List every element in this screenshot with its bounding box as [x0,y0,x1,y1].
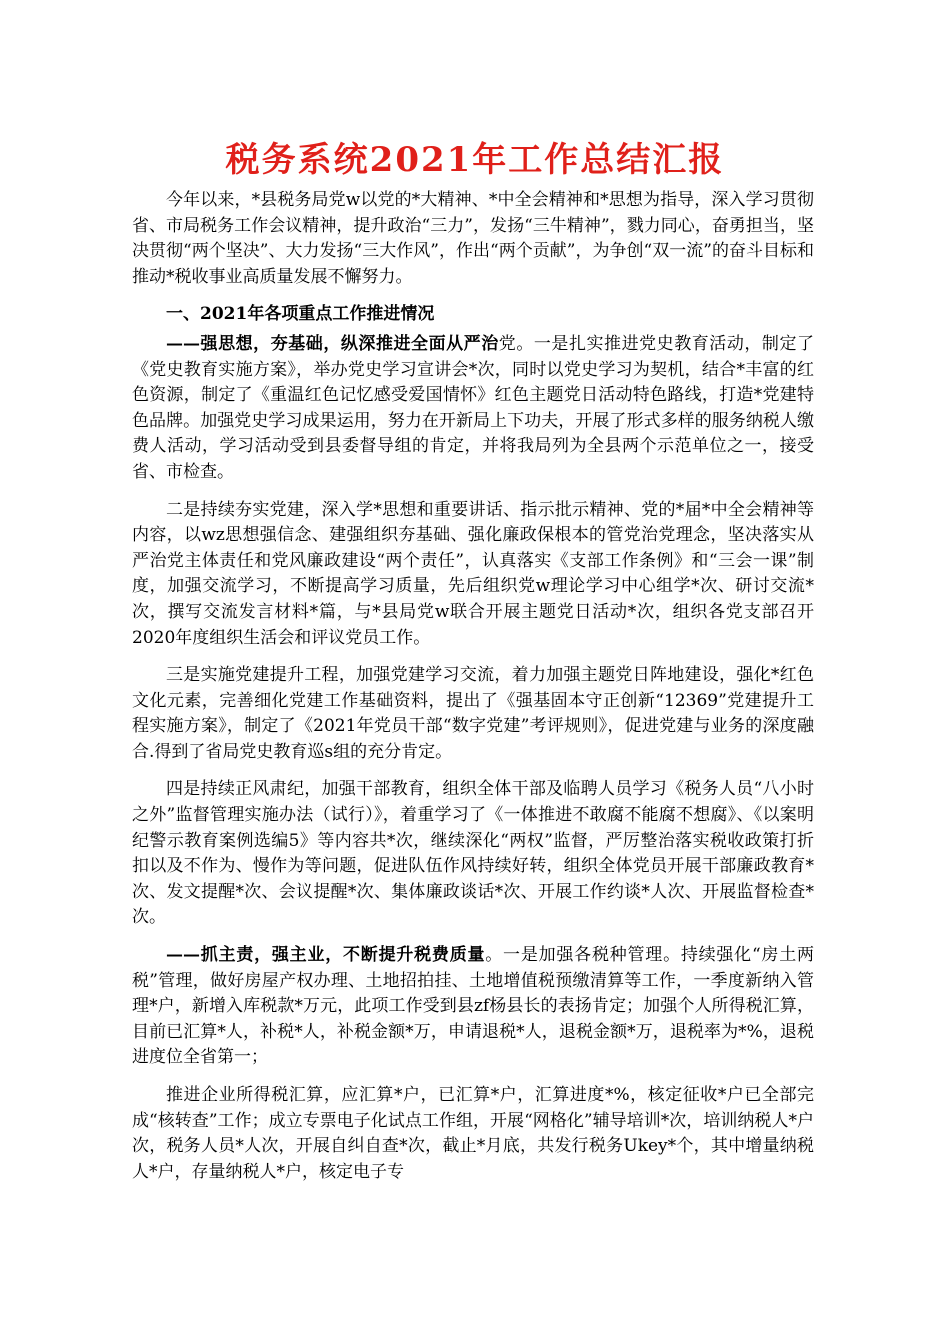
section-heading: 一、2021年各项重点工作推进情况 [166,304,435,325]
document-title: 税务系统2021年工作总结汇报 [225,140,725,180]
paragraph-5 [132,943,814,1071]
paragraph-3: 三是实施党建提升工程，加强党建学习交流，着力加强主题党日阵地建设，强化*红色文化元素，完善细化党建工作基础资料，提出了《强基固本守正创新“12369”党建提升工程实施方案》，制定了《2021年党员干部“数字党建”考评规则》，促进党建与业务的深度融合.得到了省局党史教育巡s组的充分肯定。 [132,665,814,762]
document-body [132,188,814,1197]
paragraph-text: 。一是加强各税种管理。持续强化“房土两税”管理，做好房屋产权办理、土地招拍挂、土地增值税预缴清算等工作，一季度新纳入管理*户，新增入库税款*万元，此项工作受到县zf杨县长的表扬肯定；加强个人所得税汇算，目前已汇算*人，补税*人，补税金额*万，申请退税*人，退税金额*万，退税率为*%，退税进度位全省第一； [132,945,814,1068]
paragraph-6: 推进企业所得税汇算，应汇算*户，已汇算*户，汇算进度*%，核定征收*户已全部完成“核转查”工作；成立专票电子化试点工作组，开展“网格化”辅导培训*次，培训纳税人*户次，税务人员*人次，开展自纠自查*次，截止*月底，共发行税务Ukey*个，其中增量纳税人*户，存量纳税人*户，核定电子专 [132,1085,814,1182]
paragraph-text: 党。一是扎实推进党史教育活动，制定了《党史教育实施方案》，举办党史学习宣讲会*次，同时以党史学习为契机，结合*丰富的红色资源，制定了《重温红色记忆感受爱国情怀》红色主题党日活动特色路线，打造*党建特色品牌。加强党史学习成果运用，努力在开新局上下功夫，开展了形式多样的服务纳税人缴费人活动，学习活动受到县委督导组的肯定，并将我局列为全县两个示范单位之一，接受省、市检查。 [132,333,815,482]
intro-paragraph: 今年以来，*县税务局党w以党的*大精神、*中全会精神和*思想为指导，深入学习贯彻省、市局税务工作会议精神，提升政治“三力”，发扬“三牛精神”，戮力同心，奋勇担当，坚决贯彻“两个坚决”、大力发扬“三大作风”，作出“两个贡献”，为争创“双一流”的奋斗目标和推动*税收事业高质量发展不懈努力。 [132,190,814,287]
paragraph-4: 四是持续正风肃纪，加强干部教育，组织全体干部及临聘人员学习《税务人员“八小时之外”监督管理实施办法（试行）》，着重学习了《一体推进不敢腐不能腐不想腐》、《以案明纪警示教育案例选编5》等内容共*次，继续深化“两权”监督，严厉整治落实税收政策打折扣以及不作为、慢作为等问题，促进队伍作风持续好转，组织全体党员开展干部廉政教育*次、发文提醒*次、会议提醒*次、集体廉政谈话*次、开展工作约谈*人次、开展监督检查*次。 [132,779,814,928]
paragraph-1 [132,332,814,486]
paragraph-lead: ——抓主责，强主业，不断提升税费质量 [166,945,486,966]
paragraph-2: 二是持续夯实党建，深入学*思想和重要讲话、指示批示精神、党的*届*中全会精神等内容，以wz思想强信念、建强组织夯基础、强化廉政保根本的管党治党理念，坚决落实从严治党主体责任和党风廉政建设“两个责任”，认真落实《支部工作条例》和“三会一课”制度，加强交流学习，不断提高学习质量，先后组织党w理论学习中心组学*次、研讨交流*次，撰写交流发言材料*篇，与*县局党w联合开展主题党日活动*次，组织各党支部召开2020年度组织生活会和评议党员工作。 [132,499,814,648]
paragraph-lead: ——强思想，夯基础，纵深推进全面从严治 [166,333,499,354]
